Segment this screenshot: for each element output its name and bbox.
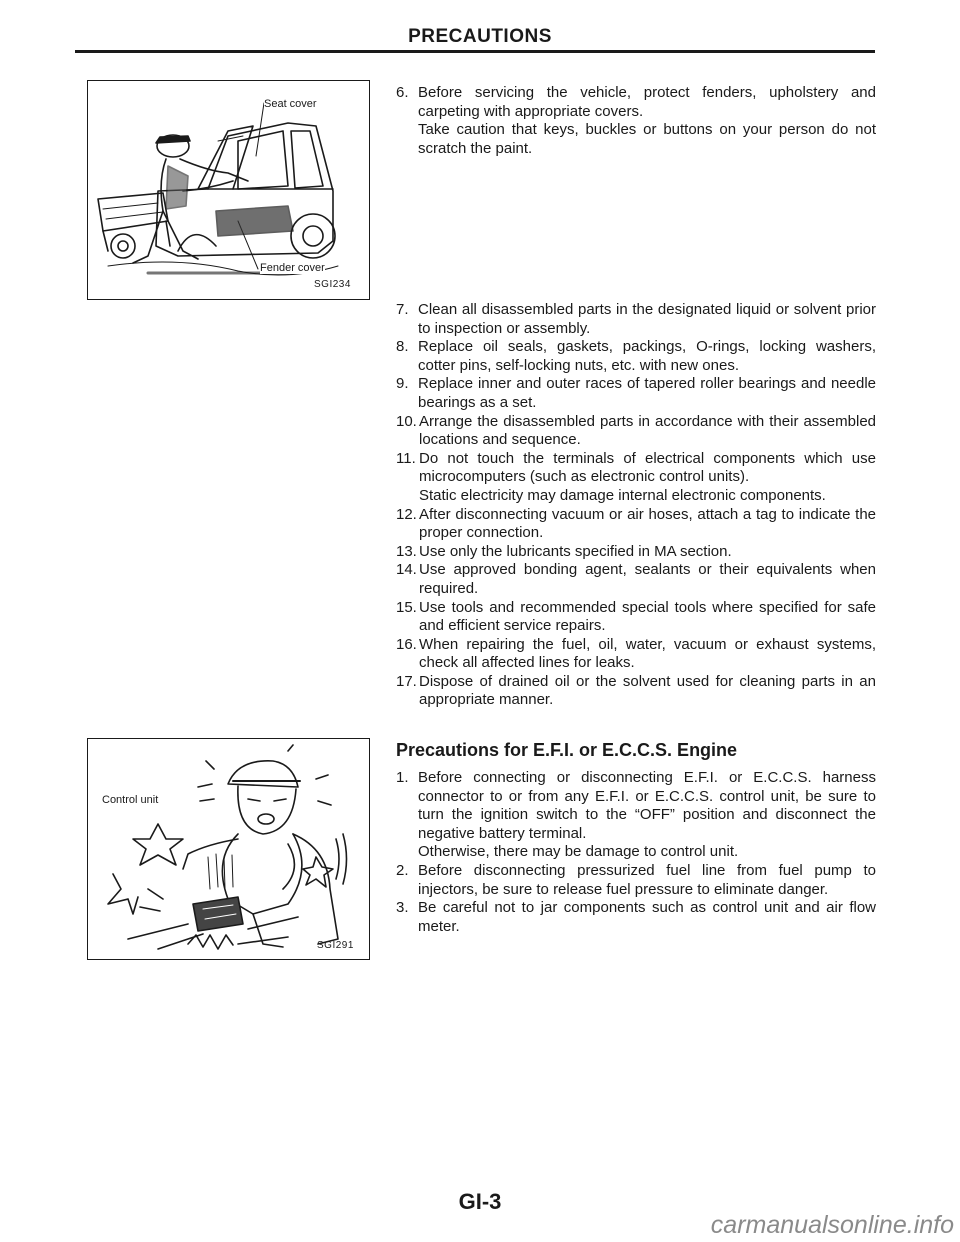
item-text: Replace inner and outer races of tapered roller bearings and needle bearings as a set.: [418, 375, 876, 411]
page-number: GI-3: [458, 1189, 502, 1214]
item-text: Use approved bonding agent, sealants or their equivalents when required.: [419, 561, 876, 597]
list-item: [396, 301, 876, 338]
list-item: [396, 375, 876, 412]
efi-precautions-list: [396, 769, 876, 936]
header-rule: [75, 50, 875, 53]
item-text: After disconnecting vacuum or air hoses, attach a tag to indicate the proper connection.: [419, 505, 876, 542]
list-item: [396, 506, 876, 543]
list-item: [396, 561, 876, 598]
item-number: 10.: [396, 412, 417, 430]
item-number: 6.: [396, 84, 409, 101]
list-item: [396, 413, 876, 450]
item-text: Use tools and recommended special tools where specified for safe and efficient service repairs.: [419, 598, 876, 635]
item-text: Static electricity may damage internal electronic components.: [419, 486, 826, 504]
item-text: Otherwise, there may be damage to control unit.: [418, 843, 739, 861]
figure-control-unit: [87, 738, 370, 960]
list-item: [396, 673, 876, 710]
list-item: [396, 450, 876, 506]
item-text: Use only the lubricants specified in MA section.: [419, 542, 732, 560]
list-item: [396, 599, 876, 636]
seat-cover-label: Seat cover: [264, 98, 317, 110]
item-text: Before disconnecting pressurized fuel line from fuel pump to injectors, be sure to release fuel pressure to eliminate danger.: [418, 861, 876, 898]
item-number: 11.: [396, 449, 416, 467]
item-number: 12.: [396, 505, 417, 523]
item-text: Take caution that keys, buckles or buttons on your person do not scratch the paint.: [418, 121, 876, 157]
list-item: [396, 636, 876, 673]
item-text: Clean all disassembled parts in the designated liquid or solvent prior to inspection or assembly.: [418, 301, 876, 337]
precautions-list-part2: [396, 301, 876, 710]
list-item: [396, 543, 876, 562]
list-item: [396, 84, 876, 158]
item-number: 15.: [396, 598, 417, 616]
page-title: PRECAUTIONS: [408, 26, 552, 47]
item-text: When repairing the fuel, oil, water, vacuum or exhaust systems, check all affected lines for leaks.: [419, 635, 876, 672]
item-text: Do not touch the terminals of electrical components which use microcomputers (such as electronic control units).: [419, 449, 876, 486]
item-text: Dispose of drained oil or the solvent used for cleaning parts in an appropriate manner.: [419, 672, 876, 709]
list-item: [396, 899, 876, 936]
item-number: 14.: [396, 561, 417, 579]
fender-cover-label: Fender cover: [260, 262, 325, 274]
item-number: 13.: [396, 542, 417, 560]
item-text: Replace oil seals, gaskets, packings, O-rings, locking washers, cotter pins, self-locking nuts, etc. with new ones.: [418, 338, 876, 374]
item-text: Be careful not to jar components such as control unit and air flow meter.: [418, 899, 876, 935]
watermark: carmanualsonline.info: [710, 1211, 954, 1239]
mechanic-car-illustration: [88, 81, 371, 301]
list-item: [396, 338, 876, 375]
item-number: 16.: [396, 635, 417, 653]
figure-code: SGI234: [314, 279, 351, 290]
item-text: Before servicing the vehicle, protect fenders, upholstery and carpeting with appropriate covers.: [418, 84, 876, 120]
item-number: 2.: [396, 861, 409, 879]
figure-seat-fender-cover: [87, 80, 370, 300]
figure-code: SGI291: [317, 940, 354, 951]
control-unit-label: Control unit: [102, 794, 159, 806]
list-item: [396, 862, 876, 899]
section-heading: Precautions for E.F.I. or E.C.C.S. Engine: [396, 740, 738, 760]
item-number: 7.: [396, 301, 409, 318]
item-number: 17.: [396, 672, 417, 690]
item-text: Arrange the disassembled parts in accordance with their assembled locations and sequence.: [419, 412, 876, 449]
item-number: 1.: [396, 769, 409, 786]
item-number: 3.: [396, 899, 409, 917]
precautions-list-part1: [396, 84, 876, 158]
item-number: 8.: [396, 338, 409, 356]
item-number: 9.: [396, 375, 409, 393]
list-item: [396, 769, 876, 862]
dropped-control-unit-illustration: [88, 739, 371, 961]
item-text: Before connecting or disconnecting E.F.I. or E.C.C.S. harness connector to or from any E.F.I. or E.C.C.S. control unit, be sure to turn the ignition switch to the “OFF” position and disconnect the negative battery terminal.: [418, 769, 876, 842]
